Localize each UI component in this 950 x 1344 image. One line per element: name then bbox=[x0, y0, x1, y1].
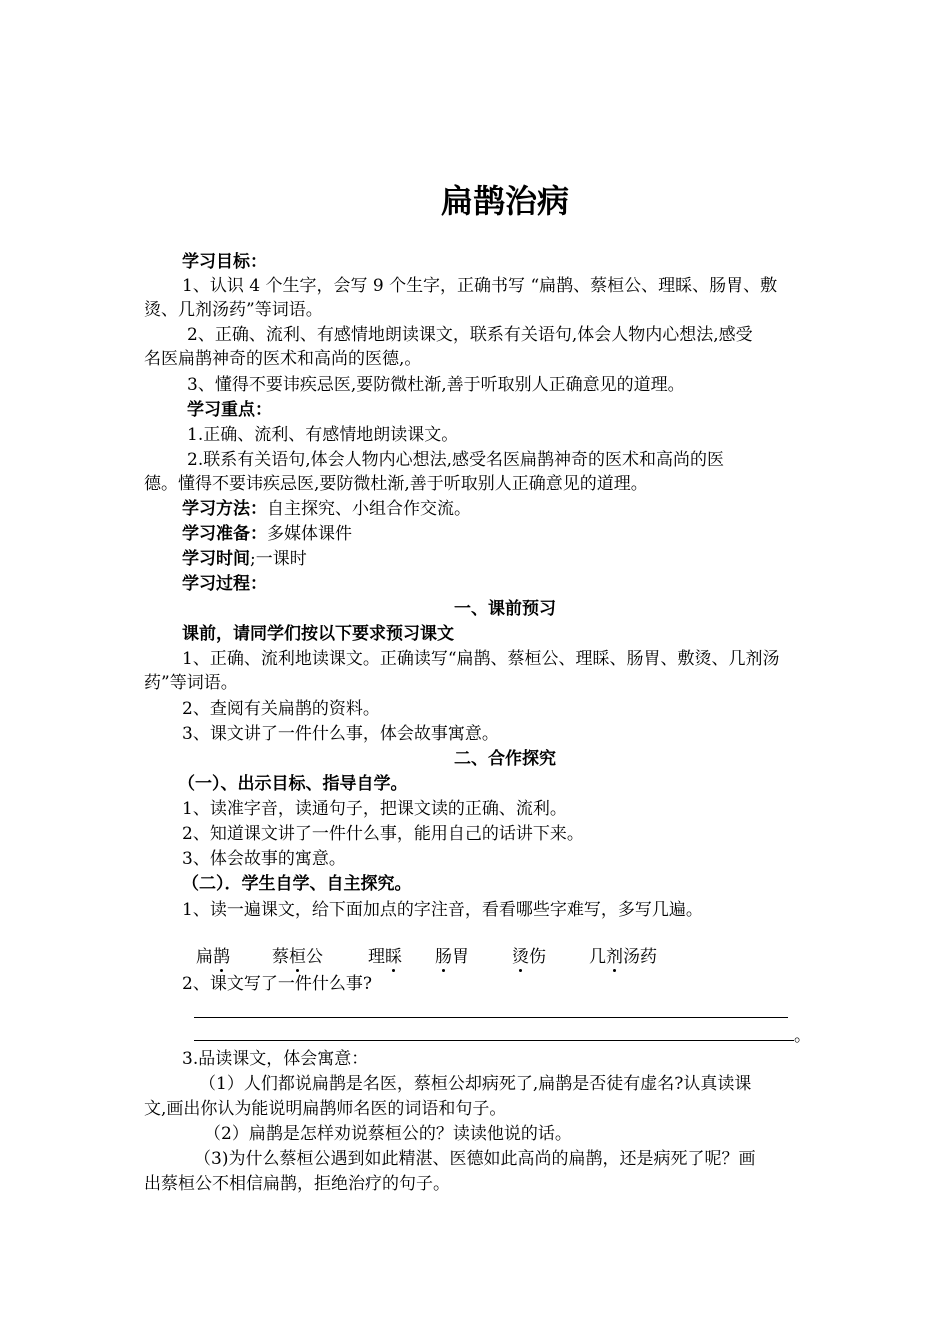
goal-1-line-1: 1、认识 4 个生字，会写 9 个生字，正确书写 “扁鹊、蔡桓公、理睬、肠胃、敷 bbox=[182, 276, 778, 296]
vocab-char: 扁 bbox=[196, 947, 213, 967]
dotted-char: 鹊 bbox=[213, 947, 230, 967]
time-row bbox=[182, 547, 307, 571]
focus-2-line-1: 2.联系有关语句,体会人物内心想法,感受名医扁鹊神奇的医术和高尚的医 bbox=[187, 450, 725, 470]
process-heading: 学习过程： bbox=[182, 574, 267, 594]
vocab-char: 公 bbox=[306, 947, 323, 967]
method-value: 自主探究、小组合作交流。 bbox=[267, 499, 471, 519]
vocab-word-5 bbox=[512, 945, 546, 969]
time-label: 学习时间 bbox=[182, 549, 250, 569]
question-1-line-2: 文,画出你认为能说明扁鹊师名医的词语和句子。 bbox=[144, 1099, 507, 1119]
task-2: 2、课文写了一件什么事? bbox=[182, 974, 372, 994]
preview-item-1-line-1: 1、正确、流利地读课文。正确读写“扁鹊、蔡桓公、理睬、肠胃、敷烫、几剂汤 bbox=[182, 649, 780, 669]
vocab-char: 伤 bbox=[529, 947, 546, 967]
vocab-char: 胃 bbox=[452, 947, 469, 967]
vocab-char: 药 bbox=[640, 947, 657, 967]
goal-1-line-2: 烫、几剂汤药”等词语。 bbox=[144, 300, 323, 320]
question-3-line-1: （3)为什么蔡桓公遇到如此精湛、医德如此高尚的扁鹊，还是病死了呢？画 bbox=[194, 1149, 756, 1169]
preview-item-2: 2、查阅有关扁鹊的资料。 bbox=[182, 699, 380, 719]
question-3-line-2: 出蔡桓公不相信扁鹊，拒绝治疗的句子。 bbox=[144, 1174, 450, 1194]
answer-line-1[interactable] bbox=[194, 1017, 788, 1018]
vocab-word-2 bbox=[272, 945, 323, 969]
dotted-char: 烫 bbox=[512, 947, 529, 967]
method-row bbox=[182, 497, 471, 521]
goal-2-line-2: 名医扁鹊神奇的医术和高尚的医德,。 bbox=[144, 349, 422, 369]
vocab-word-6 bbox=[589, 945, 657, 969]
section-1-intro: 课前，请同学们按以下要求预习课文 bbox=[182, 624, 454, 644]
goals-heading: 学习目标： bbox=[182, 252, 267, 272]
answer-end-mark: 。 bbox=[794, 1026, 811, 1046]
method-label: 学习方法： bbox=[182, 499, 267, 519]
preview-item-3: 3、课文讲了一件什么事，体会故事寓意。 bbox=[182, 724, 499, 744]
section-1-heading: 一、课前预习 bbox=[454, 599, 556, 619]
answer-line-2[interactable] bbox=[194, 1040, 794, 1041]
subsection-2-heading: （二）．学生自学、自主探究。 bbox=[182, 874, 412, 894]
vocab-char: 汤 bbox=[623, 947, 640, 967]
goal-item-1: 1、读准字音，读通句子，把课文读的正确、流利。 bbox=[182, 799, 567, 819]
goal-2-line-1: 2、正确、流利、有感情地朗读课文，联系有关语句,体会人物内心想法,感受 bbox=[187, 325, 753, 345]
goal-item-3: 3、体会故事的寓意。 bbox=[182, 849, 346, 869]
vocab-char: 蔡 bbox=[272, 947, 289, 967]
task-3: 3.品读课文，体会寓意： bbox=[182, 1049, 369, 1069]
question-1-line-1: （1）人们都说扁鹊是名医，蔡桓公却病死了,扁鹊是否徒有虚名?认真读课 bbox=[199, 1074, 752, 1094]
preview-item-1-line-2: 药”等词语。 bbox=[144, 673, 238, 693]
section-2-heading: 二、合作探究 bbox=[454, 749, 556, 769]
subsection-1-heading: （一）、出示目标、指导自学。 bbox=[178, 774, 408, 794]
prep-row bbox=[182, 522, 352, 546]
document-title: 扁鹊治病 bbox=[440, 182, 569, 220]
focus-1: 1.正确、流利、有感情地朗读课文。 bbox=[187, 425, 459, 445]
dotted-char: 剂 bbox=[606, 947, 623, 967]
vocab-word-3 bbox=[368, 945, 402, 969]
focus-heading: 学习重点： bbox=[187, 400, 272, 420]
question-2: （2）扁鹊是怎样劝说蔡桓公的？读读他说的话。 bbox=[204, 1124, 572, 1144]
dotted-char: 桓 bbox=[289, 947, 306, 967]
vocab-char: 几 bbox=[589, 947, 606, 967]
goal-item-2: 2、知道课文讲了一件什么事，能用自己的话讲下来。 bbox=[182, 824, 584, 844]
focus-2-line-2: 德。懂得不要讳疾忌医,要防微杜渐,善于听取别人正确意见的道理。 bbox=[144, 474, 648, 494]
prep-label: 学习准备： bbox=[182, 524, 267, 544]
dotted-char: 睬 bbox=[385, 947, 402, 967]
goal-3: 3、懂得不要讳疾忌医,要防微杜渐,善于听取别人正确意见的道理。 bbox=[187, 375, 685, 395]
vocab-word-4 bbox=[435, 945, 469, 969]
time-value: ;一课时 bbox=[250, 549, 307, 569]
dotted-char: 肠 bbox=[435, 947, 452, 967]
prep-value: 多媒体课件 bbox=[267, 524, 352, 544]
vocab-word-1 bbox=[196, 945, 230, 969]
task-1: 1、读一遍课文，给下面加点的字注音，看看哪些字难写，多写几遍。 bbox=[182, 900, 703, 920]
vocab-char: 理 bbox=[368, 947, 385, 967]
